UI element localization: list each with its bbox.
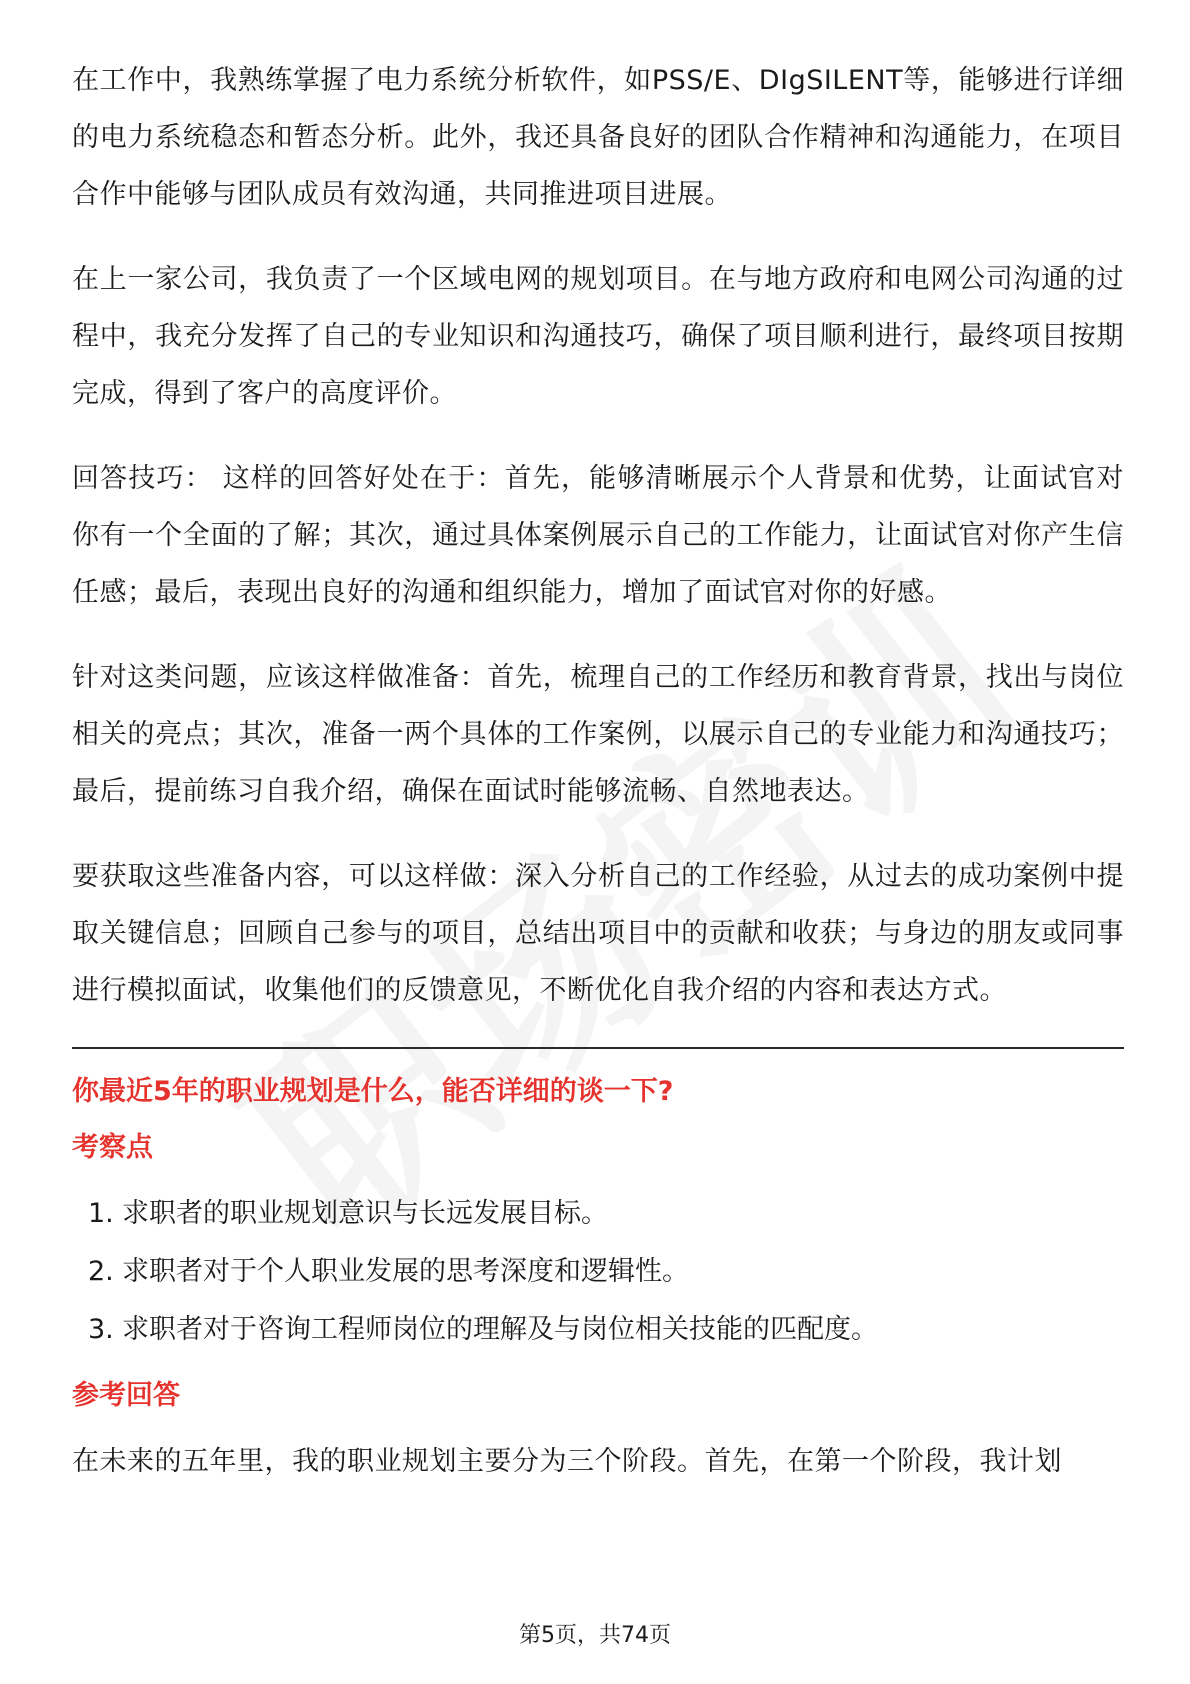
list-item-number: 1. — [88, 1198, 114, 1229]
paragraph: 要获取这些准备内容，可以这样做：深入分析自己的工作经验，从过去的成功案例中提取关键信息；回顾自己参与的项目，总结出项目中的贡献和收获；与身边的朋友或同事进行模拟面试，收集他们的反馈意见，不断优化自我介绍的内容和表达方式。 — [72, 861, 1124, 1006]
list-item — [72, 1301, 1124, 1359]
paragraph: 在工作中，我熟练掌握了电力系统分析软件，如PSS/E、DIgSILENT等，能够进行详细的电力系统稳态和暂态分析。此外，我还具备良好的团队合作精神和沟通能力，在项目合作中能够与团队成员有效沟通，共同推进项目进展。 — [72, 65, 1124, 210]
list-item — [72, 1243, 1124, 1301]
list-item-text: 求职者的职业规划意识与长远发展目标。 — [122, 1198, 608, 1229]
page-content — [72, 52, 1124, 1518]
paragraph: 在上一家公司，我负责了一个区域电网的规划项目。在与地方政府和电网公司沟通的过程中，我充分发挥了自己的专业知识和沟通技巧，确保了项目顺利进行，最终项目按期完成，得到了客户的高度评价。 — [72, 264, 1124, 409]
list-item-number: 2. — [88, 1256, 114, 1287]
answer-paragraph: 在未来的五年里，我的职业规划主要分为三个阶段。首先，在第一个阶段，我计划 — [72, 1446, 1062, 1477]
examine-heading: 考察点 — [72, 1132, 153, 1163]
answer-heading: 参考回答 — [72, 1380, 180, 1411]
list-item-text: 求职者对于个人职业发展的思考深度和逻辑性。 — [122, 1256, 689, 1287]
examine-points-list — [72, 1185, 1124, 1359]
paragraph: 回答技巧： 这样的回答好处在于：首先，能够清晰展示个人背景和优势，让面试官对你有一个全面的了解；其次，通过具体案例展示自己的工作能力，让面试官对你产生信任感；最后，表现出良好的沟通和组织能力，增加了面试官对你的好感。 — [72, 463, 1124, 608]
page-number: 第5页，共74页 — [519, 1623, 671, 1648]
question-title: 你最近5年的职业规划是什么，能否详细的谈一下? — [72, 1076, 674, 1107]
list-item-number: 3. — [88, 1314, 114, 1345]
list-item-text: 求职者对于咨询工程师岗位的理解及与岗位相关技能的匹配度。 — [122, 1314, 878, 1345]
paragraph: 针对这类问题，应该这样做准备：首先，梳理自己的工作经历和教育背景，找出与岗位相关的亮点；其次，准备一两个具体的工作案例，以展示自己的专业能力和沟通技巧；最后，提前练习自我介绍，确保在面试时能够流畅、自然地表达。 — [72, 662, 1124, 807]
list-item — [72, 1185, 1124, 1243]
section-divider — [72, 1047, 1124, 1049]
